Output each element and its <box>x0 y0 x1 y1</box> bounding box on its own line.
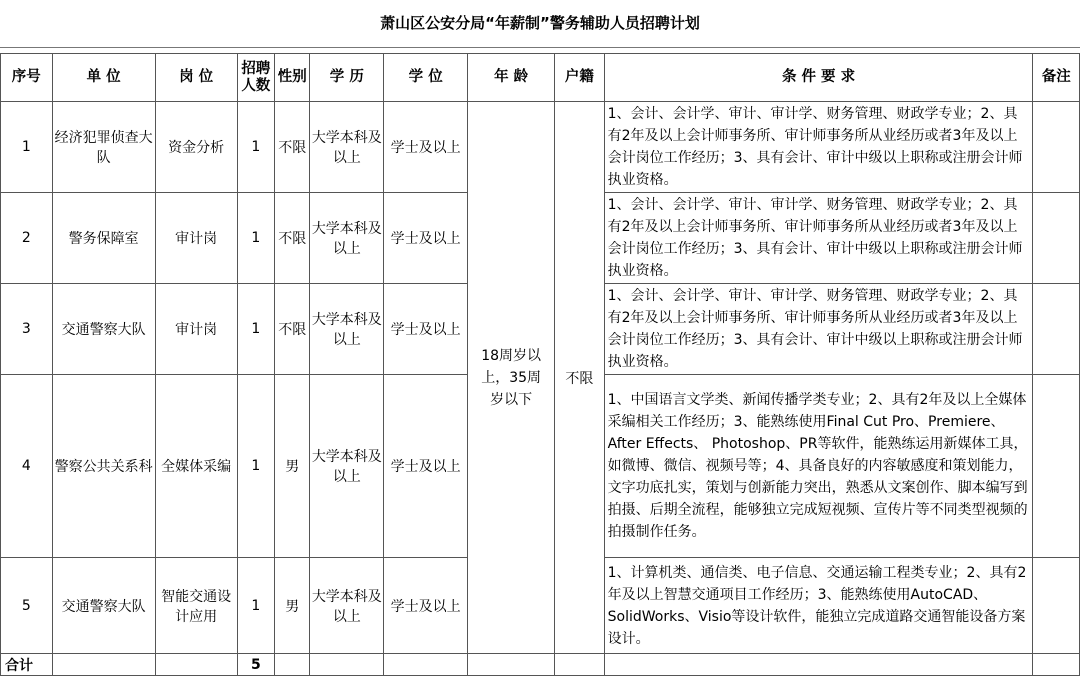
cell-post: 全媒体采编 <box>155 375 237 558</box>
page-title: 萧山区公安分局“年薪制”警务辅助人员招聘计划 <box>0 0 1080 48</box>
total-label: 合计 <box>1 654 53 676</box>
cell-gender: 不限 <box>275 193 310 284</box>
cell-conditions: 1、会计、会计学、审计、审计学、财务管理、财政学专业；2、具有2年及以上会计师事务所、审计师事务所从业经历或者3年及以上会计岗位工作经历；3、具有会计、审计中级以上职称或注册会计师执业资格。 <box>604 284 1033 375</box>
cell-gender: 男 <box>275 375 310 558</box>
cell-note <box>1033 558 1080 654</box>
cell-conditions: 1、计算机类、通信类、电子信息、交通运输工程类专业；2、具有2年及以上智慧交通项目工作经历；3、能熟练使用AutoCAD、SolidWorks、Visio等设计软件，能独立完成道路交通智能设备方案设计。 <box>604 558 1033 654</box>
header-conditions: 条 件 要 求 <box>604 54 1033 102</box>
cell-education: 大学本科及以上 <box>310 193 384 284</box>
header-note: 备注 <box>1033 54 1080 102</box>
cell-degree: 学士及以上 <box>384 102 468 193</box>
cell-gender: 不限 <box>275 102 310 193</box>
header-hukou: 户籍 <box>555 54 605 102</box>
table-row <box>1 102 1080 193</box>
header-count-line1: 招聘 <box>241 60 271 77</box>
cell-no: 3 <box>1 284 53 375</box>
cell-hukou: 不限 <box>555 102 605 654</box>
cell-no: 1 <box>1 102 53 193</box>
header-row <box>1 54 1080 102</box>
cell-education: 大学本科及以上 <box>310 102 384 193</box>
total-row <box>1 654 1080 676</box>
header-age: 年 龄 <box>468 54 555 102</box>
header-gender: 性别 <box>275 54 310 102</box>
cell-count: 1 <box>237 558 274 654</box>
cell-age: 18周岁以上，35周岁以下 <box>468 102 555 654</box>
total-count: 5 <box>237 654 274 676</box>
cell-unit: 交通警察大队 <box>52 558 155 654</box>
cell-gender: 不限 <box>275 284 310 375</box>
cell-conditions: 1、会计、会计学、审计、审计学、财务管理、财政学专业；2、具有2年及以上会计师事务所、审计师事务所从业经历或者3年及以上会计岗位工作经历；3、具有会计、审计中级以上职称或注册会计师执业资格。 <box>604 102 1033 193</box>
cell-unit: 经济犯罪侦查大队 <box>52 102 155 193</box>
total-empty <box>384 654 468 676</box>
total-empty <box>555 654 605 676</box>
total-empty <box>604 654 1033 676</box>
cell-no: 2 <box>1 193 53 284</box>
header-degree: 学 位 <box>384 54 468 102</box>
cell-count: 1 <box>237 284 274 375</box>
cell-degree: 学士及以上 <box>384 193 468 284</box>
cell-degree: 学士及以上 <box>384 375 468 558</box>
cell-count: 1 <box>237 102 274 193</box>
cell-unit: 交通警察大队 <box>52 284 155 375</box>
cell-education: 大学本科及以上 <box>310 284 384 375</box>
header-count-line2: 人数 <box>241 77 271 94</box>
cell-education: 大学本科及以上 <box>310 558 384 654</box>
recruitment-table <box>0 53 1080 676</box>
cell-post: 资金分析 <box>155 102 237 193</box>
header-post: 岗 位 <box>155 54 237 102</box>
cell-post: 审计岗 <box>155 284 237 375</box>
cell-count: 1 <box>237 375 274 558</box>
cell-note <box>1033 102 1080 193</box>
cell-degree: 学士及以上 <box>384 284 468 375</box>
cell-note <box>1033 375 1080 558</box>
header-education: 学 历 <box>310 54 384 102</box>
cell-education: 大学本科及以上 <box>310 375 384 558</box>
cell-degree: 学士及以上 <box>384 558 468 654</box>
total-empty <box>275 654 310 676</box>
cell-post: 审计岗 <box>155 193 237 284</box>
cell-conditions: 1、中国语言文学类、新闻传播学类专业；2、具有2年及以上全媒体采编相关工作经历；3、能熟练使用Final Cut Pro、Premiere、 After Effects、 Photoshop、PR等软件，能熟练运用新媒体工具，如微博、微信、视频号等；4、具备良好的内容敏感度和策划能力，文字功底扎实，策划与创新能力突出，熟悉从文案创作、脚本编写到拍摄、后期全流程，能够独立完成短视频、宣传片等不同类型视频的拍摄制作任务。 <box>604 375 1033 558</box>
cell-unit: 警务保障室 <box>52 193 155 284</box>
cell-note <box>1033 284 1080 375</box>
total-empty <box>310 654 384 676</box>
cell-unit: 警察公共关系科 <box>52 375 155 558</box>
cell-post: 智能交通设计应用 <box>155 558 237 654</box>
cell-conditions: 1、会计、会计学、审计、审计学、财务管理、财政学专业；2、具有2年及以上会计师事务所、审计师事务所从业经历或者3年及以上会计岗位工作经历；3、具有会计、审计中级以上职称或注册会计师执业资格。 <box>604 193 1033 284</box>
cell-no: 4 <box>1 375 53 558</box>
cell-no: 5 <box>1 558 53 654</box>
total-empty <box>155 654 237 676</box>
cell-note <box>1033 193 1080 284</box>
cell-count: 1 <box>237 193 274 284</box>
header-count <box>237 54 274 102</box>
total-empty <box>52 654 155 676</box>
header-no: 序号 <box>1 54 53 102</box>
cell-gender: 男 <box>275 558 310 654</box>
total-empty <box>468 654 555 676</box>
header-unit: 单 位 <box>52 54 155 102</box>
total-empty <box>1033 654 1080 676</box>
